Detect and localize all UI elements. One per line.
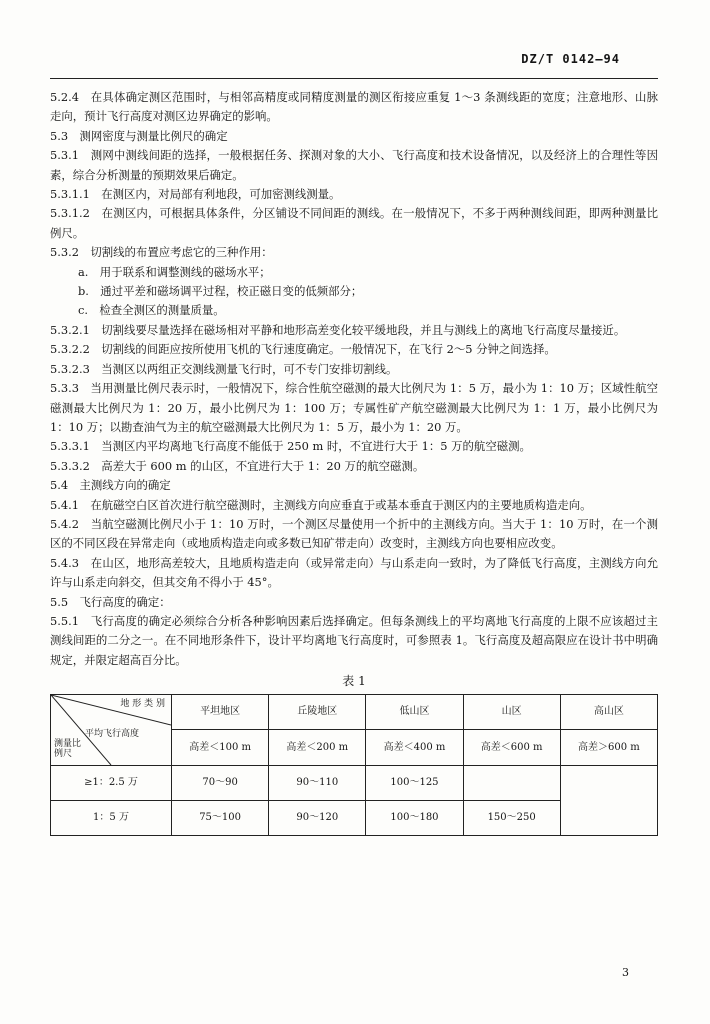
- list-item-b: b. 通过平差和磁场调平过程，校正磁日变的低频部分；: [78, 284, 363, 299]
- value-cell: 70～90: [172, 765, 269, 800]
- value-cell: 90～120: [269, 800, 366, 835]
- terrain-header-hills: 丘陵地区: [269, 694, 366, 730]
- para-5-3-3-2: 5.3.3.2 高差大于 600 m 的山区，不宜进行大于 1：20 万的航空磁测。: [50, 458, 425, 473]
- relief-low-mountain: 高差＜400 m: [366, 730, 463, 766]
- list-item-a: a. 用于联系和调整测线的磁场水平；: [78, 264, 271, 279]
- value-cell: 90～110: [269, 765, 366, 800]
- value-cell-merged: [560, 765, 657, 835]
- flight-height-table: [50, 694, 658, 836]
- standard-code-header: DZ/T 0142—94: [521, 52, 620, 66]
- para-5-3-2-1: 5.3.2.1 切割线要尽量选择在磁场相对平静和地形高差变化较平缓地段，并且与测线上的离地飞行高度尽量接近。: [50, 322, 626, 337]
- para-5-4-1: 5.4.1 在航磁空白区首次进行航空磁测时，主测线方向应垂直于或基本垂直于测区内的主要地质构造走向。: [50, 497, 592, 512]
- para-5-5-1: 5.5.1 飞行高度的确定必须综合分析各种影响因素后选择确定。但每条测线上的平均离地飞行高度的上限不应该超过主测线间距的二分之一。在不同地形条件下，设计平均离地飞行高度时，可参照表 1。飞行高度及超高限应在设计书中明确规定，并限定超高百分比。: [50, 613, 658, 667]
- scale-cell: 1：5 万: [51, 800, 172, 835]
- corner-label-scale: 测量比例尺: [54, 738, 82, 759]
- value-cell: 100～125: [366, 765, 463, 800]
- para-5-3-3-1: 5.3.3.1 当测区内平均离地飞行高度不能低于 250 m 时，不宜进行大于 1：5 万的航空磁测。: [50, 439, 531, 454]
- list-item-c: c. 检查全测区的测量质量。: [78, 303, 225, 318]
- value-cell: [463, 765, 560, 800]
- para-5-4-3: 5.4.3 在山区，地形高差较大，且地质构造走向（或异常走向）与山系走向一致时，为了降低飞行高度，主测线方向允许与山系走向斜交，但其交角不得小于 45°。: [50, 555, 658, 590]
- terrain-header-low-mountain: 低山区: [366, 694, 463, 730]
- value-cell: 150～250: [463, 800, 560, 835]
- table-row: [51, 765, 658, 800]
- page-number: 3: [622, 966, 629, 979]
- table-caption: 表 1: [342, 674, 366, 689]
- heading-5-3: 5.3 测网密度与测量比例尺的确定: [50, 128, 228, 143]
- corner-label-height: 平均飞行高度: [85, 728, 140, 739]
- table-corner-cell: [51, 694, 172, 765]
- terrain-header-mountain: 山区: [463, 694, 560, 730]
- relief-flat: 高差＜100 m: [172, 730, 269, 766]
- para-5-3-3: 5.3.3 当用测量比例尺表示时，一般情况下，综合性航空磁测的最大比例尺为 1：5 万，最小为 1：10 万；区域性航空磁测最大比例尺为 1：20 万，最小比例尺为 1：100 万；专属性矿产航空磁测最大比例尺为 1：1 万，最小比例尺为 1：10 万；以勘查油气为主的航空磁测最大比例尺为 1：5 万，最小为 1：20 万。: [50, 381, 658, 434]
- relief-mountain: 高差＜600 m: [463, 730, 560, 766]
- header-rule: [50, 78, 658, 79]
- document-body: [50, 88, 658, 836]
- para-5-3-1-2: 5.3.1.2 在测区内，可根据具体条件，分区铺设不同间距的测线。在一般情况下，不多于两种测线间距，即两种测量比例尺。: [50, 206, 658, 240]
- para-5-3-2-2: 5.3.2.2 切割线的间距应按所使用飞机的飞行速度确定。一般情况下，在飞行 2～5 分钟之间选择。: [50, 342, 556, 357]
- para-5-4-2: 5.4.2 当航空磁测比例尺小于 1：10 万时，一个测区尽量使用一个折中的主测线方向。当大于 1：10 万时，在一个测区的不同区段在异常走向（或地质构造走向或多数已知矿带走向）改变时，主测线方向也要相应改变。: [50, 516, 658, 551]
- terrain-header-high-mountain: 高山区: [560, 694, 657, 730]
- heading-5-4: 5.4 主测线方向的确定: [50, 478, 171, 493]
- heading-5-5: 5.5 飞行高度的确定：: [50, 594, 171, 609]
- terrain-header-flat: 平坦地区: [172, 694, 269, 730]
- value-cell: 75～100: [172, 800, 269, 835]
- para-5-3-2-3: 5.3.2.3 当测区以两组正交测线测量飞行时，可不专门安排切割线。: [50, 361, 398, 376]
- value-cell: 100～180: [366, 800, 463, 835]
- relief-high-mountain: 高差＞600 m: [560, 730, 657, 766]
- relief-hills: 高差＜200 m: [269, 730, 366, 766]
- para-5-3-1-1: 5.3.1.1 在测区内，对局部有利地段，可加密测线测量。: [50, 187, 341, 202]
- para-5-3-2: 5.3.2 切割线的布置应考虑它的三种作用：: [50, 245, 273, 260]
- para-5-2-4: 5.2.4 在具体确定测区范围时，与相邻高精度或同精度测量的测区衔接应重复 1～3 条测线距的宽度；注意地形、山脉走向，预计飞行高度对测区边界确定的影响。: [50, 90, 658, 124]
- scale-cell: ≥1：2.5 万: [51, 765, 172, 800]
- para-5-3-1: 5.3.1 测网中测线间距的选择，一般根据任务、探测对象的大小、飞行高度和技术设备情况，以及经济上的合理性等因素，综合分析测量的预期效果后确定。: [50, 148, 658, 182]
- corner-label-terrain: 地 形 类 别: [120, 698, 165, 709]
